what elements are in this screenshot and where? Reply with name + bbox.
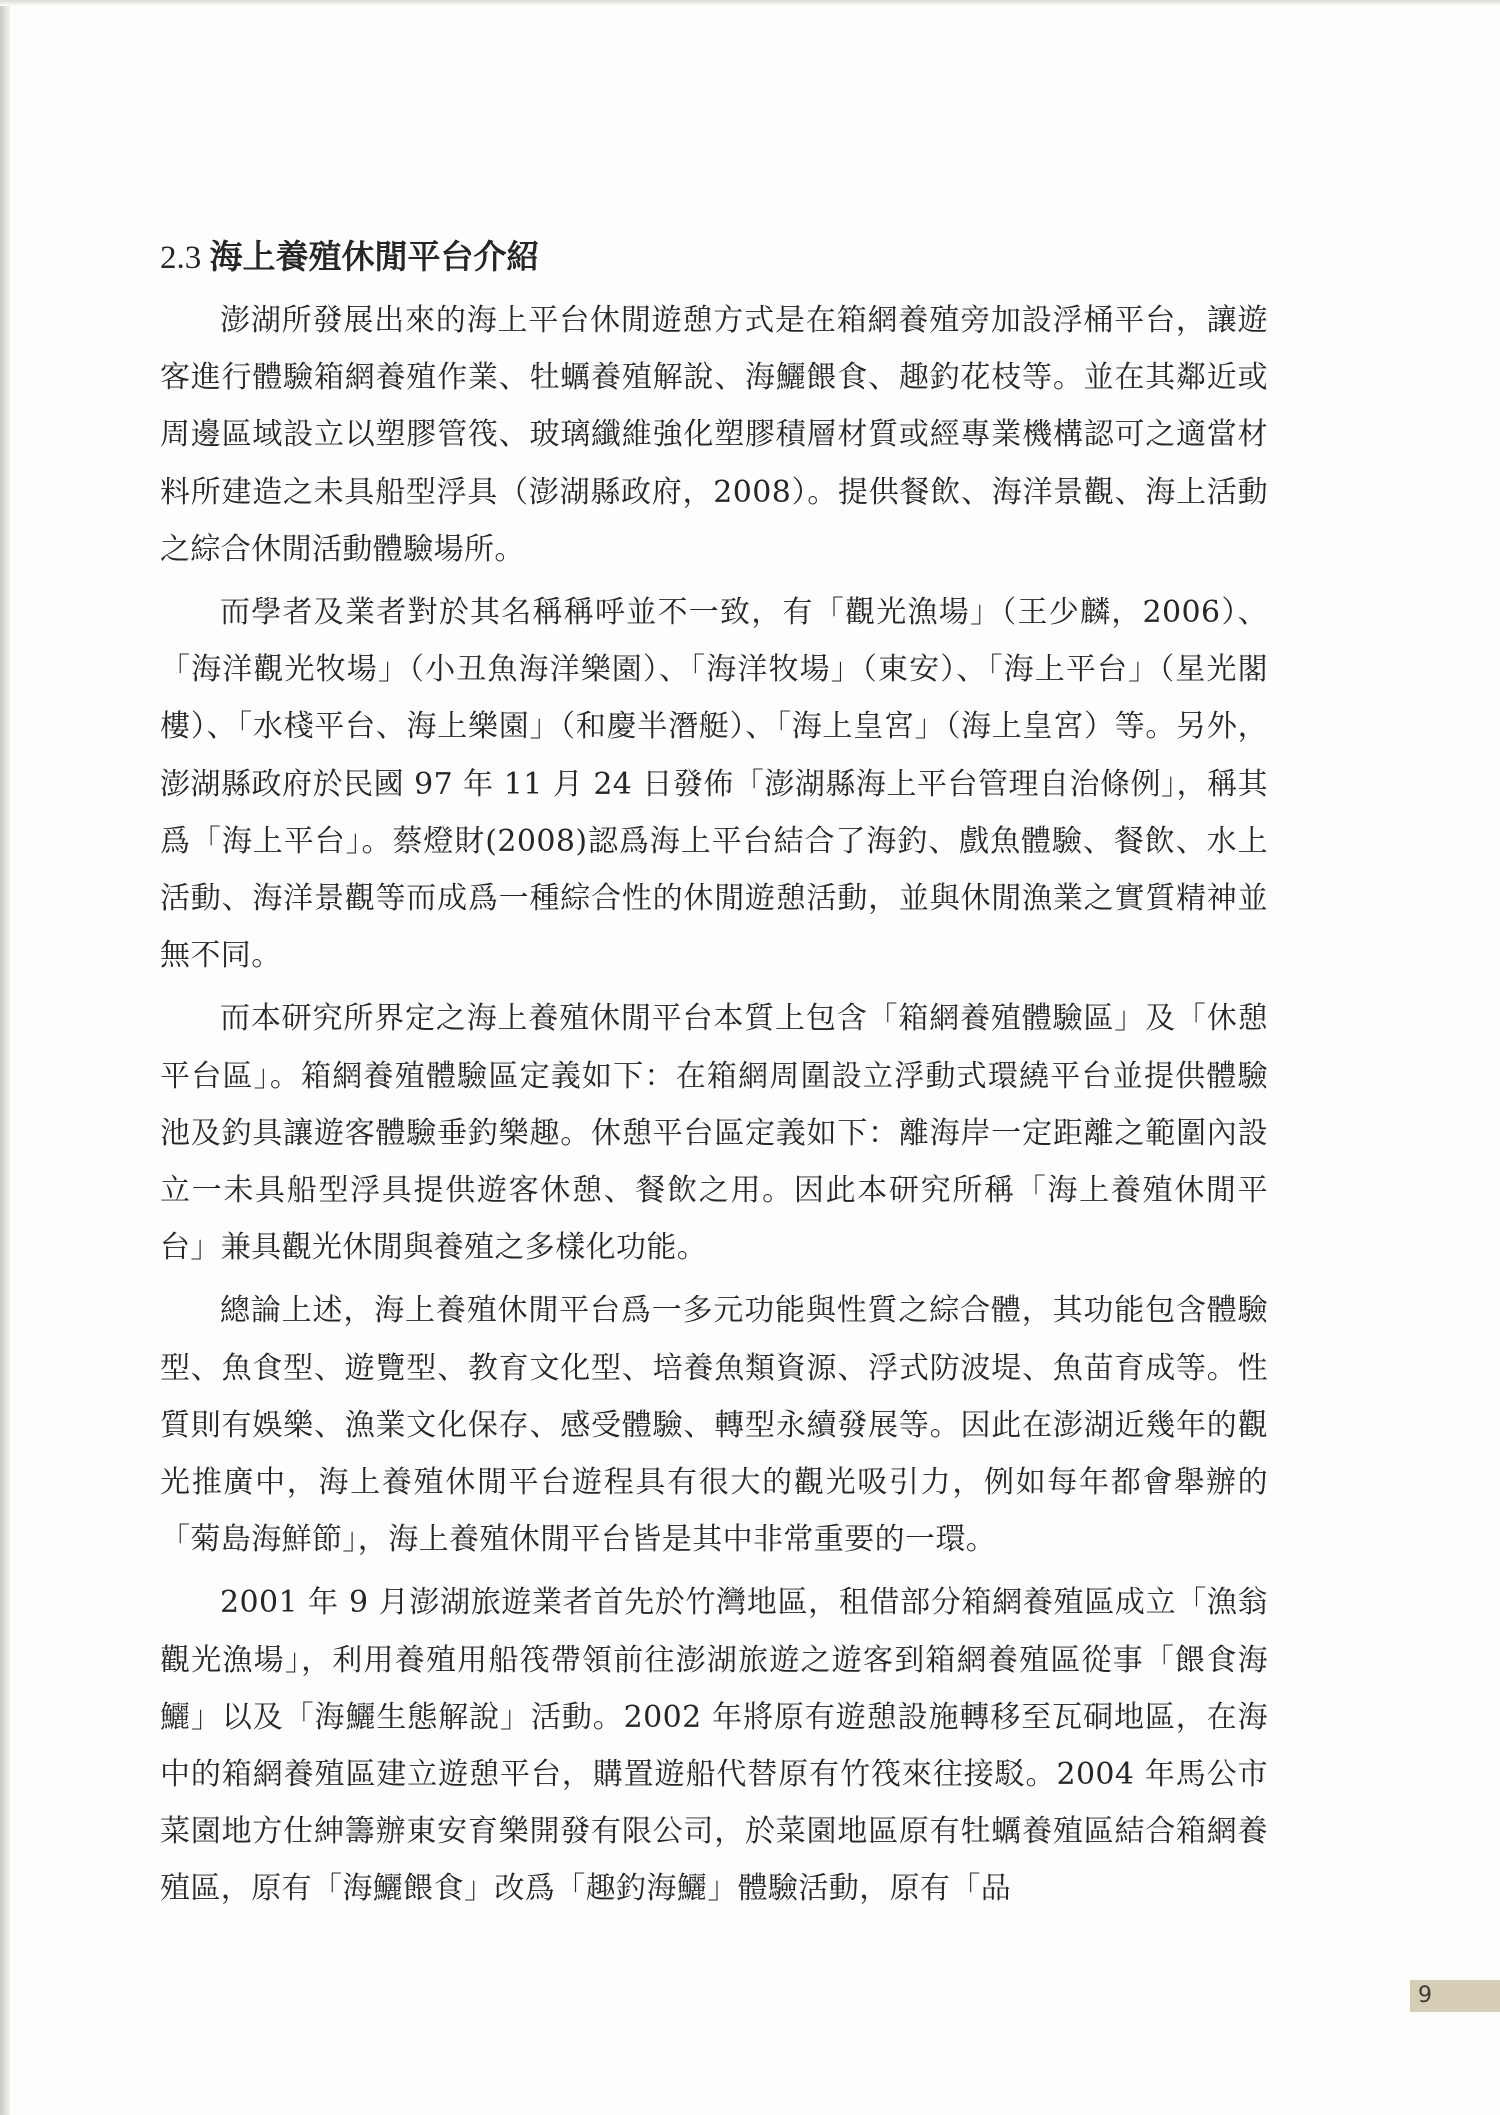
- page-number: 9: [1418, 1983, 1432, 2008]
- section-title: 海上養殖休閒平台介紹: [209, 237, 540, 276]
- paragraph: 而本研究所界定之海上養殖休閒平台本質上包含「箱網養殖體驗區」及「休憩平台區」。箱網養殖體驗區定義如下：在箱網周圍設立浮動式環繞平台並提供體驗池及釣具讓遊客體驗垂釣樂趣。休憩平台區定義如下：離海岸一定距離之範圍內設立一未具船型浮具提供遊客休憩、餐飲之用。因此本研究所稱「海上養殖休閒平台」兼具觀光休閒與養殖之多樣化功能。: [160, 1001, 1268, 1266]
- paragraph: 2001 年 9 月澎湖旅遊業者首先於竹灣地區，租借部分箱網養殖區成立「漁翁觀光漁場」，利用養殖用船筏帶領前往澎湖旅遊之遊客到箱網養殖區從事「餵食海鱺」以及「海鱺生態解說」活動。2002 年將原有遊憩設施轉移至瓦硐地區，在海中的箱網養殖區建立遊憩平台，購置遊船代替原有竹筏來往接駁。2004 年馬公市菜園地方仕紳籌辦東安育樂開發有限公司，於菜園地區原有牡蠣養殖區結合箱網養殖區，原有「海鱺餵食」改爲「趣釣海鱺」體驗活動，原有「品: [160, 1585, 1268, 1907]
- page-left-edge: [0, 0, 10, 2115]
- paragraph: 澎湖所發展出來的海上平台休閒遊憩方式是在箱網養殖旁加設浮桶平台，讓遊客進行體驗箱網養殖作業、牡蠣養殖解說、海鱺餵食、趣釣花枝等。並在其鄰近或周邊區域設立以塑膠管筏、玻璃纖維強化塑膠積層材質或經專業機構認可之適當材料所建造之未具船型浮具（澎湖縣政府，2008）。提供餐飲、海洋景觀、海上活動之綜合休閒活動體驗場所。: [160, 303, 1268, 567]
- paragraph: 總論上述，海上養殖休閒平台爲一多元功能與性質之綜合體，其功能包含體驗型、魚食型、遊覽型、教育文化型、培養魚類資源、浮式防波堤、魚苗育成等。性質則有娛樂、漁業文化保存、感受體驗、轉型永續發展等。因此在澎湖近幾年的觀光推廣中，海上養殖休閒平台遊程具有很大的觀光吸引力，例如每年都會舉辦的「菊島海鮮節」，海上養殖休閒平台皆是其中非常重要的一環。: [160, 1293, 1268, 1558]
- page-top-edge: [0, 0, 1500, 6]
- body-text: [160, 292, 1268, 1918]
- page-number-tab: [1410, 1980, 1500, 2012]
- section-number: 2.3: [160, 240, 210, 276]
- section-heading: [160, 232, 540, 283]
- paragraph: 而學者及業者對於其名稱稱呼並不一致，有「觀光漁場」（王少麟，2006）、「海洋觀光牧場」（小丑魚海洋樂園）、「海洋牧場」（東安）、「海上平台」（星光閣樓）、「水棧平台、海上樂園」（和慶半潛艇）、「海上皇宮」（海上皇宮）等。另外，澎湖縣政府於民國 97 年 11 月 24 日發佈「澎湖縣海上平台管理自治條例」，稱其爲「海上平台」。蔡燈財(2008)認爲海上平台結合了海釣、戲魚體驗、餐飲、水上活動、海洋景觀等而成爲一種綜合性的休閒遊憩活動，並與休閒漁業之實質精神並無不同。: [160, 595, 1268, 974]
